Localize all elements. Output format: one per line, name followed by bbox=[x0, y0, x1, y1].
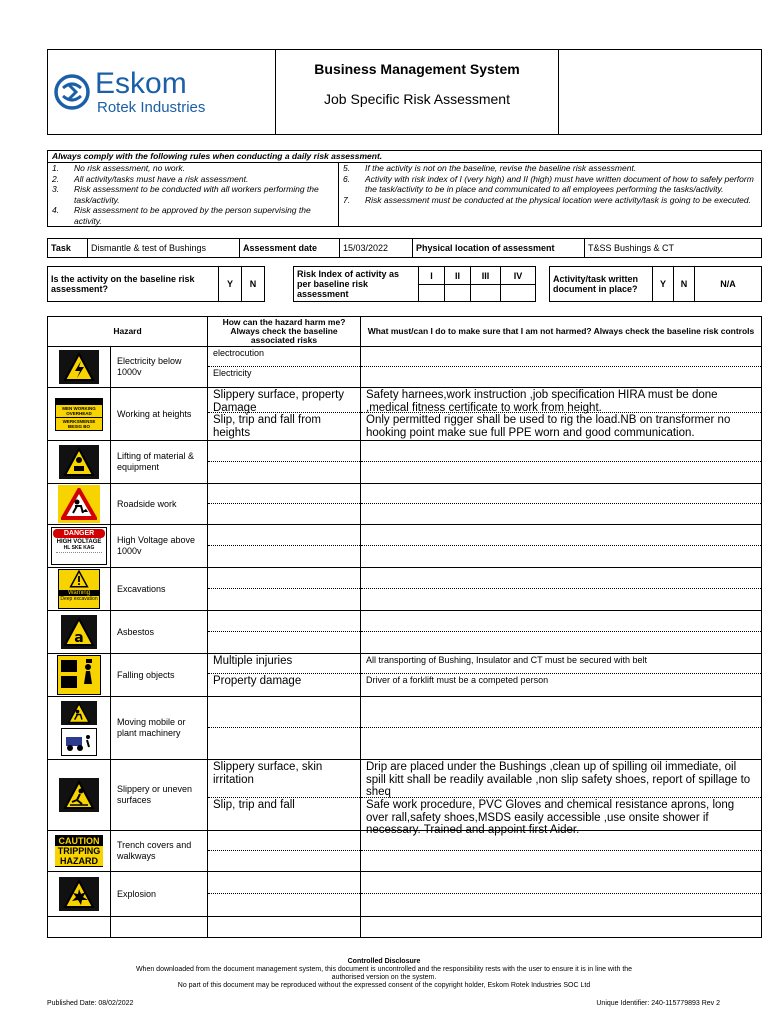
task-label: Task bbox=[48, 239, 88, 258]
harm-entry[interactable] bbox=[208, 589, 360, 610]
footer bbox=[0, 958, 768, 990]
rule-item bbox=[343, 195, 757, 206]
controls-cell bbox=[361, 484, 762, 525]
rules-right bbox=[339, 163, 762, 227]
harm-entry[interactable] bbox=[208, 568, 360, 589]
harm-entry[interactable] bbox=[208, 632, 360, 653]
hazard-icon-cell bbox=[48, 568, 111, 611]
hazard-icon-cell bbox=[48, 611, 111, 654]
empty-header-cell bbox=[559, 50, 762, 135]
rules-left bbox=[48, 163, 339, 227]
risk-level-1-box[interactable] bbox=[419, 285, 445, 302]
controls-cell bbox=[361, 388, 762, 441]
hazard-name: Falling objects bbox=[111, 654, 208, 697]
rule-text: Risk assessment to be approved by the person supervising the activity. bbox=[74, 205, 311, 226]
control-entry[interactable]: Only permitted rigger shall be used to rig the load.NB on transformer no hooking point make sue full PPE worn and good communication. bbox=[366, 414, 731, 439]
harm-cell bbox=[208, 347, 361, 388]
rule-number: 4. bbox=[52, 205, 60, 215]
hazard-name bbox=[111, 917, 208, 938]
published-date: Published Date: 08/02/2022 bbox=[47, 1000, 134, 1007]
harm-cell bbox=[208, 760, 361, 831]
controls-cell bbox=[361, 568, 762, 611]
control-entry[interactable] bbox=[361, 917, 761, 937]
control-entry[interactable] bbox=[361, 568, 761, 589]
footer-line-3: No part of this document may be reproduced without the expressed consent of the copyright holder, Eskom Rotek Industries SOC Ltd bbox=[177, 982, 591, 989]
baseline-gap-2 bbox=[536, 267, 550, 302]
sign-text: Warning bbox=[59, 590, 99, 596]
falling-objects-sign-icon bbox=[57, 655, 101, 695]
harm-entry[interactable] bbox=[208, 917, 360, 937]
hazard-icon-cell bbox=[48, 525, 111, 568]
control-entry[interactable] bbox=[361, 728, 761, 759]
harm-cell bbox=[208, 568, 361, 611]
sign-text: CAUTION bbox=[58, 836, 100, 846]
footer-heading: Controlled Disclosure bbox=[347, 958, 421, 965]
location-value: T&SS Bushings & CT bbox=[585, 239, 762, 258]
title-cell bbox=[276, 50, 559, 135]
controls-column-header: What must/can I do to make sure that I am not harmed? Always check the baseline risk controls bbox=[361, 317, 762, 347]
written-document-label: Activity/task written document in place? bbox=[550, 267, 653, 302]
eskom-logo-icon bbox=[54, 74, 90, 110]
hazard-name: Working at heights bbox=[111, 388, 208, 441]
harm-entry[interactable] bbox=[208, 831, 360, 851]
hazard-name: Lifting of material & equipment bbox=[111, 441, 208, 484]
svg-text:a: a bbox=[74, 630, 84, 646]
sign-text: MEN WORKING OVERHEAD bbox=[56, 405, 102, 417]
baseline-row bbox=[47, 266, 762, 302]
written-na[interactable]: N/A bbox=[695, 267, 762, 302]
harm-cell bbox=[208, 484, 361, 525]
hazard-row bbox=[48, 917, 762, 938]
moving-machinery-warning-icon bbox=[61, 701, 97, 756]
risk-level-4-box[interactable] bbox=[501, 285, 536, 302]
harm-entry[interactable] bbox=[208, 611, 360, 632]
deep-excavation-warning-icon bbox=[58, 569, 100, 609]
rules-heading: Always comply with the following rules when conducting a daily risk assessment. bbox=[48, 151, 762, 163]
harm-cell bbox=[208, 611, 361, 654]
task-value: Dismantle & test of Bushings bbox=[88, 239, 240, 258]
control-entry[interactable] bbox=[361, 441, 761, 462]
harm-entry[interactable]: Electricity bbox=[213, 368, 252, 378]
hazard-row bbox=[48, 484, 762, 525]
sign-text: TRIPPING bbox=[55, 846, 103, 856]
rule-number: 1. bbox=[52, 163, 60, 173]
controls-cell bbox=[361, 831, 762, 872]
electricity-warning-icon bbox=[59, 350, 99, 384]
assessment-date-value: 15/03/2022 bbox=[340, 239, 413, 258]
danger-high-voltage-sign-icon bbox=[51, 527, 107, 565]
document-title: Business Management System bbox=[314, 61, 520, 77]
harm-cell bbox=[208, 654, 361, 697]
rule-number: 7. bbox=[343, 194, 351, 205]
harm-entry[interactable]: Slip, trip and fall from heights bbox=[213, 414, 322, 439]
asbestos-warning-icon bbox=[61, 615, 97, 649]
rules-table bbox=[47, 150, 762, 227]
sign-text: HL SKE KAG bbox=[63, 545, 95, 551]
hazard-icon-cell bbox=[48, 388, 111, 441]
rule-text: Risk assessment must be conducted at the physical location were activity/task is going to be executed. bbox=[365, 194, 752, 205]
footer-line-1: When downloaded from the document management system, this document is uncontrolled and the responsibility rests with the user to ensure it is in line with the bbox=[135, 966, 633, 973]
hazard-row bbox=[48, 872, 762, 917]
controls-cell bbox=[361, 697, 762, 760]
harm-cell bbox=[208, 872, 361, 917]
hazard-icon-cell bbox=[48, 917, 111, 938]
logo-name: Eskom bbox=[95, 66, 187, 100]
location-label: Physical location of assessment bbox=[413, 239, 585, 258]
harm-entry[interactable] bbox=[208, 697, 360, 728]
harm-entry[interactable] bbox=[208, 546, 360, 567]
document-subtitle: Job Specific Risk Assessment bbox=[324, 91, 510, 107]
hazard-name: Roadside work bbox=[111, 484, 208, 525]
harm-entry[interactable] bbox=[208, 484, 360, 504]
rule-text: All activity/tasks must have a risk assessment. bbox=[74, 173, 249, 184]
rule-item bbox=[52, 184, 334, 205]
baseline-yes[interactable]: Y bbox=[219, 267, 242, 302]
control-entry[interactable] bbox=[361, 894, 761, 916]
hazard-row bbox=[48, 697, 762, 760]
lifting-warning-icon bbox=[59, 445, 99, 479]
hazard-row bbox=[48, 388, 762, 441]
rule-item bbox=[52, 174, 334, 185]
risk-level-1: I bbox=[419, 267, 445, 285]
explosion-warning-icon bbox=[59, 877, 99, 911]
risk-level-2-box[interactable] bbox=[445, 285, 471, 302]
rule-item bbox=[343, 174, 757, 195]
document-header bbox=[47, 49, 762, 135]
roadworks-sign-icon bbox=[58, 485, 100, 523]
hazard-row bbox=[48, 760, 762, 831]
risk-level-2: II bbox=[445, 267, 471, 285]
harm-entry[interactable] bbox=[208, 728, 360, 759]
hazard-row bbox=[48, 347, 762, 388]
baseline-question: Is the activity on the baseline risk assessment? bbox=[48, 267, 219, 302]
rule-text: No risk assessment, no work. bbox=[74, 163, 186, 173]
harm-entry[interactable]: electrocution bbox=[208, 347, 360, 367]
harm-cell bbox=[208, 831, 361, 872]
controls-cell bbox=[361, 611, 762, 654]
hazard-row bbox=[48, 654, 762, 697]
control-entry[interactable] bbox=[361, 462, 761, 483]
rule-number: 2. bbox=[52, 173, 60, 184]
control-entry[interactable] bbox=[361, 589, 761, 610]
harm-entry[interactable]: Property damage bbox=[213, 675, 302, 687]
harm-cell bbox=[208, 441, 361, 484]
hazard-row bbox=[48, 568, 762, 611]
risk-level-3: III bbox=[471, 267, 501, 285]
harm-entry[interactable]: Slippery surface, property Damage bbox=[208, 388, 360, 413]
hazard-icon-cell bbox=[48, 831, 111, 872]
sign-text: Deep excavation bbox=[60, 596, 98, 602]
harm-entry[interactable] bbox=[208, 525, 360, 546]
hazard-row bbox=[48, 441, 762, 484]
control-entry[interactable] bbox=[361, 851, 761, 871]
sign-text: HAZARD bbox=[55, 856, 103, 866]
controls-cell bbox=[361, 654, 762, 697]
hazard-icon-cell bbox=[48, 760, 111, 831]
rule-number: 3. bbox=[52, 184, 60, 194]
rule-text: Risk assessment to be conducted with all workers performing the task/activity. bbox=[74, 184, 319, 205]
hazard-name: High Voltage above 1000v bbox=[111, 525, 208, 568]
baseline-no[interactable]: N bbox=[242, 267, 265, 302]
control-entry[interactable] bbox=[361, 525, 761, 546]
harm-entry[interactable]: Slip, trip and fall bbox=[213, 799, 295, 811]
hazard-name: Moving mobile or plant machinery bbox=[111, 697, 208, 760]
sign-text: HIGH VOLTAGE bbox=[56, 539, 102, 545]
harm-entry[interactable] bbox=[208, 462, 360, 483]
harm-entry[interactable] bbox=[208, 504, 360, 524]
control-entry[interactable] bbox=[361, 872, 761, 894]
footer-line-2: authorised version on the system. bbox=[331, 974, 437, 981]
rule-number: 6. bbox=[343, 173, 351, 184]
controls-cell bbox=[361, 441, 762, 484]
sign-text: WERKSMENSE BESIG BO bbox=[56, 417, 102, 430]
harm-entry[interactable]: Slippery surface, skin irritation bbox=[208, 760, 360, 798]
hazard-row bbox=[48, 611, 762, 654]
risk-level-4: IV bbox=[501, 267, 536, 285]
hazard-icon-cell bbox=[48, 872, 111, 917]
hazard-column-header: Hazard bbox=[48, 317, 208, 347]
hazard-row bbox=[48, 831, 762, 872]
harm-entry[interactable] bbox=[208, 441, 360, 462]
hazard-table bbox=[47, 316, 762, 938]
control-entry[interactable]: Drip are placed under the Bushings ,clean up of spilling oil immediate, oil spill kitt shall be readily available ,non slip safety shoes, report of spillage to sheq bbox=[361, 760, 761, 798]
hazard-icon-cell bbox=[48, 484, 111, 525]
control-entry[interactable] bbox=[361, 367, 761, 387]
control-entry[interactable]: Safety harnees,work instruction ,job specification HIRA must be done ,medical fitness certificate to work from height. bbox=[361, 388, 761, 413]
rule-item bbox=[52, 163, 334, 174]
control-entry[interactable] bbox=[361, 697, 761, 728]
control-entry[interactable] bbox=[361, 632, 761, 653]
logo-cell bbox=[48, 50, 276, 135]
risk-index-label: Risk Index of activity as per baseline risk assessment bbox=[294, 267, 419, 302]
hazard-icon-cell bbox=[48, 654, 111, 697]
controls-cell bbox=[361, 525, 762, 568]
unique-identifier: Unique Identifier: 240-115779893 Rev 2 bbox=[596, 1000, 720, 1007]
controls-cell bbox=[361, 917, 762, 938]
hazard-icon-cell bbox=[48, 697, 111, 760]
harm-entry[interactable]: Multiple injuries bbox=[208, 654, 360, 674]
rule-number: 5. bbox=[343, 163, 351, 173]
control-entry[interactable] bbox=[361, 347, 761, 367]
hazard-row bbox=[48, 525, 762, 568]
hazard-name: Explosion bbox=[111, 872, 208, 917]
control-entry[interactable] bbox=[361, 504, 761, 524]
written-yes[interactable]: Y bbox=[653, 267, 674, 302]
eskom-logo bbox=[48, 66, 275, 116]
harm-cell bbox=[208, 697, 361, 760]
hazard-name: Trench covers and walkways bbox=[111, 831, 208, 872]
harm-column-header: How can the hazard harm me? Always check the baseline associated risks bbox=[208, 317, 361, 347]
hazard-name: Slippery or uneven surfaces bbox=[111, 760, 208, 831]
controls-cell bbox=[361, 872, 762, 917]
rule-item bbox=[343, 163, 757, 174]
harm-entry[interactable] bbox=[208, 872, 360, 894]
baseline-gap bbox=[265, 267, 294, 302]
rule-text: If the activity is not on the baseline, revise the baseline risk assessment. bbox=[365, 163, 637, 173]
rule-text: Activity with risk index of I (very high) and II (high) must have written document of how to safely perform the task/activity to be in place and communicated to all employees performing the tasks/activity. bbox=[365, 173, 754, 194]
hazard-name: Excavations bbox=[111, 568, 208, 611]
hazard-icon-cell bbox=[48, 441, 111, 484]
logo-subname: Rotek Industries bbox=[97, 98, 206, 116]
harm-cell bbox=[208, 525, 361, 568]
control-entry[interactable]: Safe work procedure, PVC Gloves and chemical resistance aprons, long over rall,safety shoes,MSDS easily accessible ,use onsite shower if necessary. Trained and appoint first Aider. bbox=[366, 799, 735, 836]
controls-cell bbox=[361, 760, 762, 836]
control-entry[interactable] bbox=[361, 611, 761, 632]
harm-cell bbox=[208, 388, 361, 441]
men-working-overhead-sign-icon bbox=[55, 398, 103, 431]
control-entry[interactable]: All transporting of Bushing, Insulator and CT must be secured with belt bbox=[361, 654, 761, 674]
control-entry[interactable] bbox=[361, 484, 761, 504]
harm-cell bbox=[208, 917, 361, 938]
harm-entry[interactable] bbox=[208, 894, 360, 916]
rule-item bbox=[52, 205, 334, 226]
assessment-date-label: Assessment date bbox=[240, 239, 340, 258]
harm-entry[interactable] bbox=[208, 851, 360, 871]
controls-cell bbox=[361, 347, 762, 388]
slippery-surface-warning-icon bbox=[59, 778, 99, 812]
hazard-name: Asbestos bbox=[111, 611, 208, 654]
control-entry[interactable] bbox=[361, 546, 761, 567]
hazard-name: Electricity below 1000v bbox=[111, 347, 208, 388]
task-row bbox=[47, 238, 762, 258]
risk-level-3-box[interactable] bbox=[471, 285, 501, 302]
hazard-icon-cell bbox=[48, 347, 111, 388]
sign-text: DANGER bbox=[53, 529, 105, 538]
caution-tripping-hazard-sign-icon bbox=[55, 835, 103, 867]
written-no[interactable]: N bbox=[674, 267, 695, 302]
control-entry[interactable]: Driver of a forklift must be a competed person bbox=[366, 675, 549, 685]
